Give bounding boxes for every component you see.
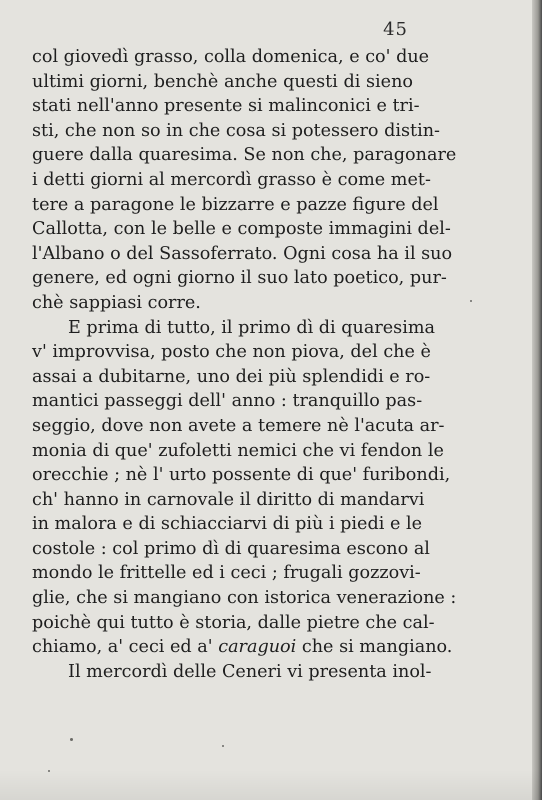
text-segment: chiamo, a' ceci ed a'	[32, 637, 213, 658]
text-line: ch' hanno in carnovale il diritto di mandarvi	[32, 489, 425, 510]
paragraph-first-line: Il mercordì delle Ceneri vi presenta inol-	[68, 661, 432, 682]
text-line: v' improvvisa, posto che non piova, del che è	[32, 342, 431, 363]
paper-speck	[470, 300, 472, 302]
text-line: sti, che non so in che cosa si potessero distin-	[32, 120, 440, 141]
text-line: genere, ed ogni giorno il suo lato poetico, pur-	[32, 268, 447, 289]
text-line: orecchie ; nè l' urto possente di que' furibondi,	[32, 465, 451, 486]
text-line: l'Albano o del Sassoferrato. Ogni cosa ha il suo	[32, 243, 453, 264]
text-line: chè sappiasi corre.	[32, 292, 201, 313]
text-line: col giovedì grasso, colla domenica, e co' due	[32, 47, 430, 67]
text-line: assai a dubitarne, uno dei più splendidi e ro-	[32, 366, 431, 387]
text-line: seggio, dove non avete a temere nè l'acuta ar-	[32, 415, 445, 436]
text-line: costole : col primo dì di quaresima escono al	[32, 538, 430, 559]
page-edge-shadow	[532, 0, 542, 800]
text-line: Callotta, con le belle e composte immagini del-	[32, 219, 451, 240]
text-line: mantici passeggi dell' anno : tranquillo pas-	[32, 391, 423, 412]
text-line: poichè qui tutto è storia, dalle pietre che cal-	[32, 612, 435, 633]
text-line: in malora e di schiacciarvi di più i piedi e le	[32, 514, 422, 535]
page-bottom-shade	[0, 770, 542, 800]
paper-speck	[48, 770, 50, 772]
text-line: stati nell'anno presente si malinconici e tri-	[32, 96, 420, 117]
paragraph-first-line: E prima di tutto, il primo dì di quaresima	[68, 317, 436, 338]
text-line: monia di que' zufoletti nemici che vi fendon le	[32, 440, 444, 461]
text-line: glie, che si mangiano con istorica venerazione :	[32, 588, 457, 609]
italic-word: caraguoi	[218, 637, 297, 658]
text-line-mixed	[32, 635, 453, 660]
text-line: mondo le frittelle ed i ceci ; frugali gozzovi-	[32, 563, 421, 584]
page-number: 45	[383, 19, 408, 40]
text-line: guere dalla quaresima. Se non che, paragonare	[32, 145, 457, 166]
body-text	[32, 45, 457, 684]
paper-speck	[222, 745, 224, 747]
text-line: tere a paragone le bizzarre e pazze figure del	[32, 194, 439, 215]
text-line: i detti giorni al mercordì grasso è come met-	[32, 169, 431, 190]
text-line: ultimi giorni, benchè anche questi di sieno	[32, 71, 413, 92]
paper-speck	[70, 738, 73, 741]
text-segment: che si mangiano.	[301, 637, 453, 658]
